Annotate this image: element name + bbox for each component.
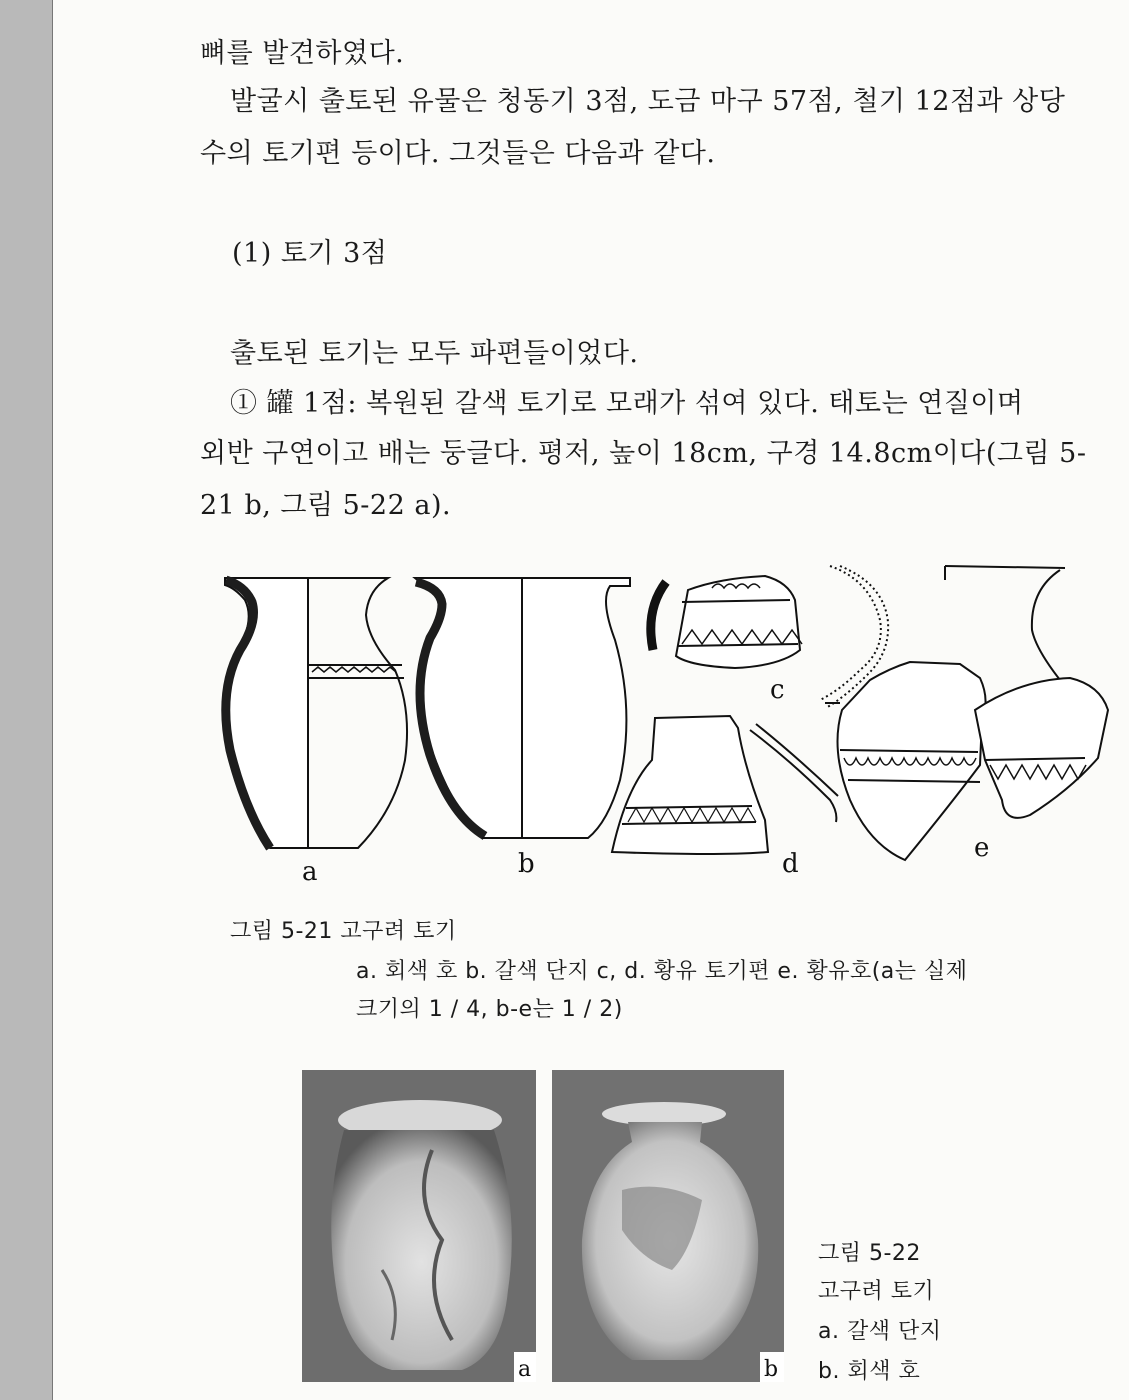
vessel-b-drawing [415, 578, 630, 838]
photo-b [552, 1070, 784, 1382]
body-text-line-7: 21 b, 그림 5-22 a). [200, 490, 452, 521]
section-heading: (1) 토기 3점 [232, 238, 388, 269]
vessel-photo-b [552, 1070, 784, 1382]
label-d: d [782, 849, 799, 879]
figure-5-21-caption-2: 크기의 1 / 4, b-e는 1 / 2) [356, 997, 623, 1022]
label-e: e [974, 833, 990, 863]
body-text-line-4: 출토된 토기는 모두 파편들이었다. [230, 338, 639, 369]
photo-a [302, 1070, 536, 1382]
fragment-c-drawing [651, 576, 802, 668]
photo-a-label: a [518, 1357, 532, 1382]
photo-b-label: b [764, 1357, 779, 1382]
fragment-d-drawing [612, 716, 838, 854]
body-text-line-1: 뼈를 발견하였다. [200, 38, 405, 69]
body-text-line-2: 발굴시 출토된 유물은 청동기 3점, 도금 마구 57점, 철기 12점과 상당 [230, 86, 1066, 117]
body-text-line-5: ① 罐 1점: 복원된 갈색 토기로 모래가 섞여 있다. 태토는 연질이며 [230, 388, 1024, 419]
label-b: b [518, 849, 535, 879]
body-text-line-6: 외반 구연이고 배는 둥글다. 평저, 높이 18cm, 구경 14.8cm이다(그림 5- [200, 438, 1087, 469]
figure-5-22-title: 그림 5-22 [818, 1241, 921, 1266]
vessel-e-drawing [820, 566, 1108, 860]
vessel-a-drawing [224, 578, 407, 848]
label-a: a [302, 857, 318, 887]
figure-5-22-caption-2: a. 갈색 단지 [818, 1319, 942, 1344]
figure-5-22-caption-1: 고구려 토기 [818, 1279, 935, 1304]
vessel-photo-a [302, 1070, 536, 1382]
pottery-drawings-figure [190, 560, 1120, 890]
figure-5-21-title: 그림 5-21 고구려 토기 [230, 919, 457, 944]
label-c: c [770, 675, 785, 705]
figure-5-22-caption-3: b. 회색 호 [818, 1359, 921, 1384]
body-text-line-3: 수의 토기편 등이다. 그것들은 다음과 같다. [200, 138, 716, 169]
figure-5-21-caption-1: a. 회색 호 b. 갈색 단지 c, d. 황유 토기편 e. 황유호(a는 실제 [356, 959, 968, 984]
